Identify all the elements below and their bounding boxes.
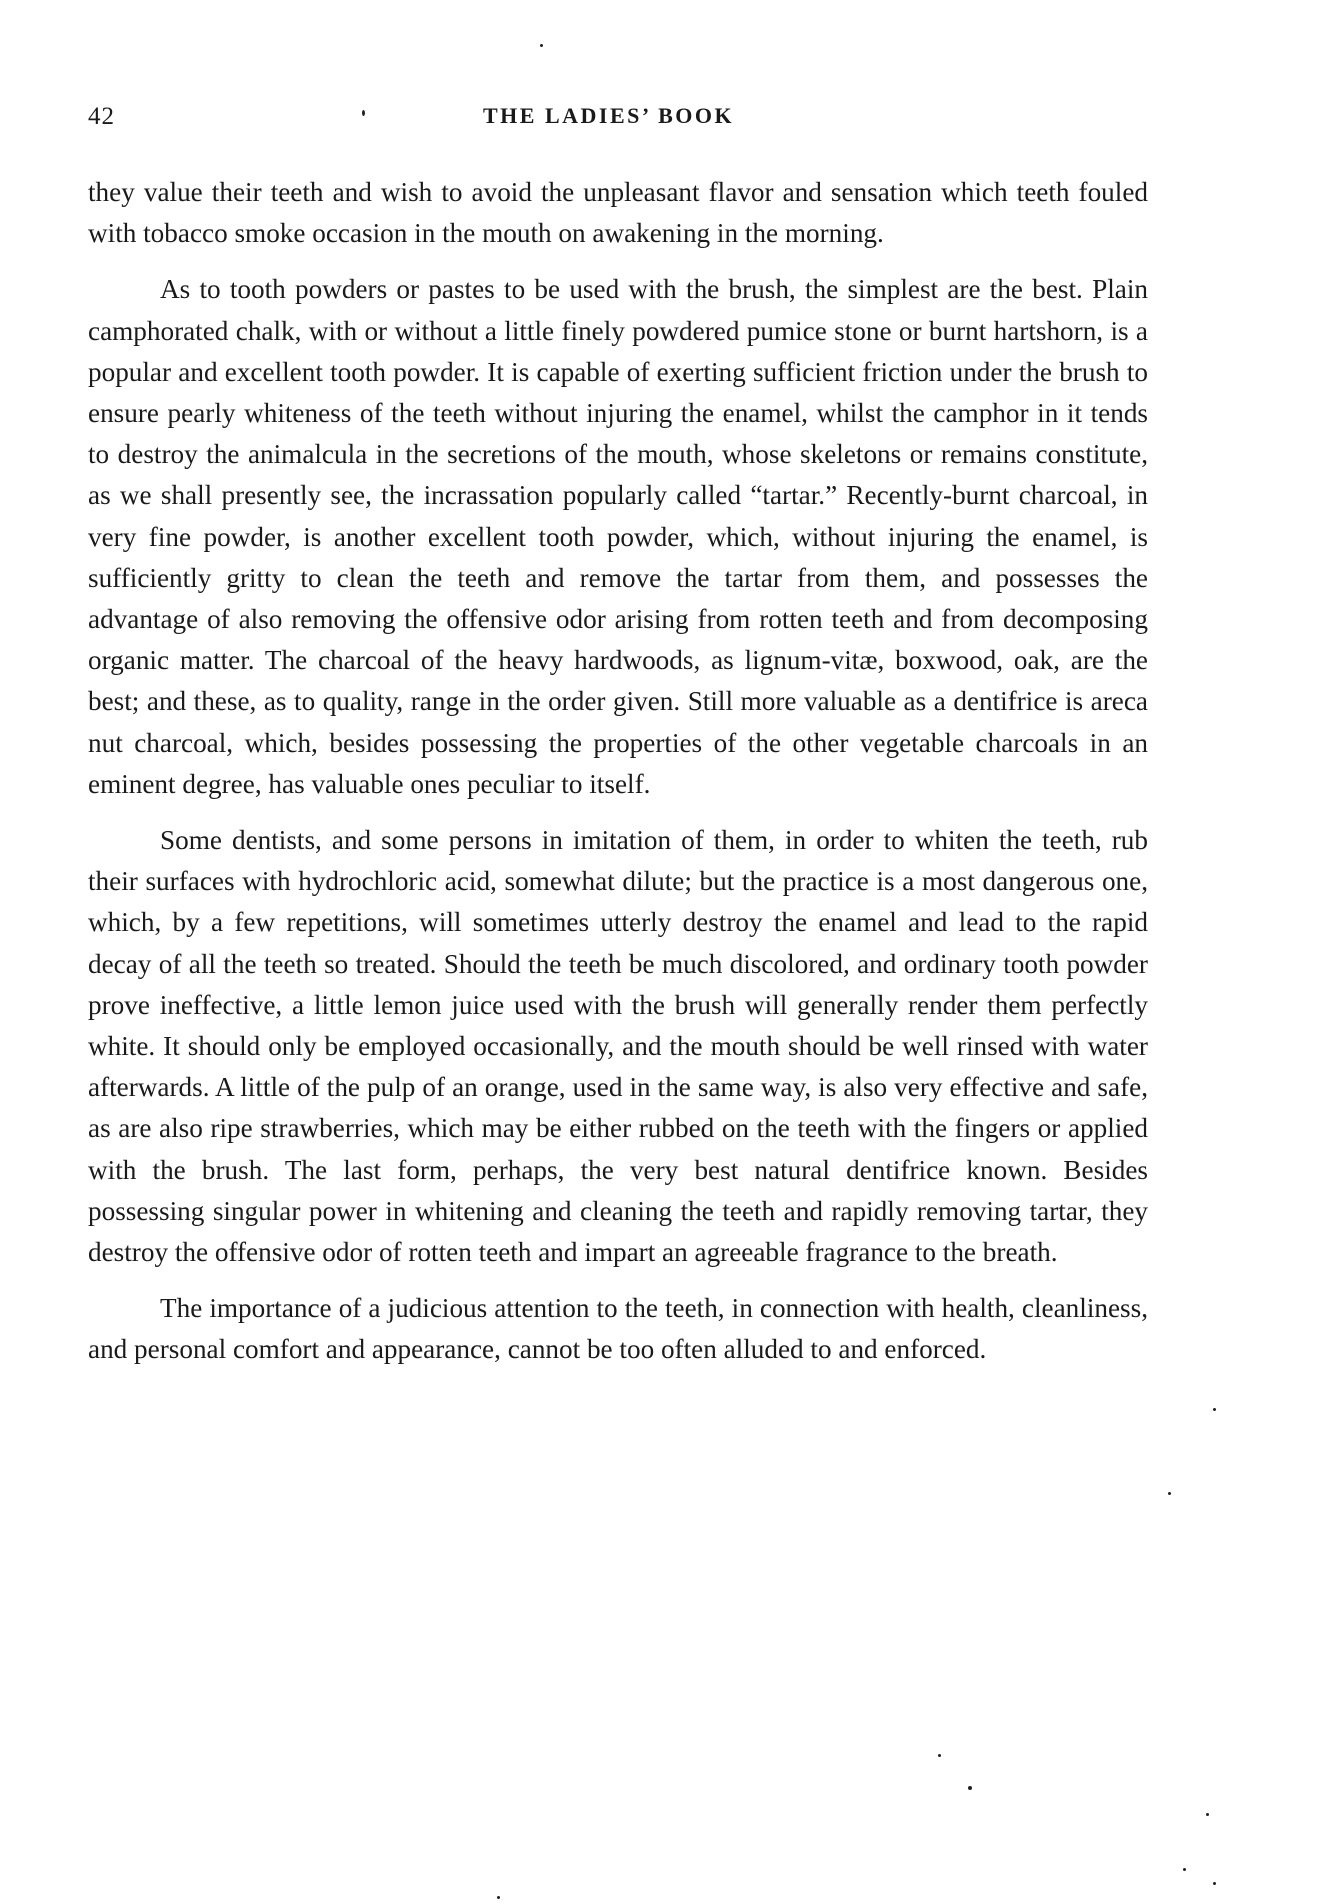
scan-speck (968, 1786, 972, 1790)
scan-speck (540, 44, 543, 47)
running-head: THE LADIES’ BOOK (483, 103, 735, 128)
scan-speck (1183, 1868, 1186, 1871)
paragraph-4: The importance of a judicious attention to the teeth, in connection with health, cleanliness, and personal comfort and appearance, cannot be too often alluded to and enforced. (88, 1293, 1148, 1365)
page-header (88, 103, 1158, 137)
scan-speck (497, 1896, 500, 1899)
paragraph-1: they value their teeth and wish to avoid the unpleasant flavor and sensation which teeth fouled with tobacco smoke occasion in the mouth on awakening in the morning. (88, 177, 1148, 249)
scan-speck (362, 110, 365, 116)
scan-speck (1168, 1492, 1171, 1495)
paragraph-2: As to tooth powders or pastes to be used with the brush, the simplest are the best. Plain camphorated chalk, with or without a little finely powdered pumice stone or burnt hartshorn, is a popular and excellent tooth powder. It is capable of exerting sufficient friction under the brush to ensure pearly whiteness of the teeth without injuring the enamel, whilst the camphor in it tends to destroy the animalcula in the secretions of the mouth, whose skeletons or remains constitute, as we shall presently see, the incrassation popularly called “tartar.” Recently-burnt charcoal, in very fine powder, is another excellent tooth powder, which, without injuring the enamel, is sufficiently gritty to clean the teeth and remove the tartar from them, and possesses the advantage of also removing the offensive odor arising from rotten teeth and from decomposing organic matter. The charcoal of the heavy hardwoods, as lignum-vitæ, boxwood, oak, are the best; and these, as to quality, range in the order given. Still more valuable as a dentifrice is areca nut charcoal, which, besides possessing the properties of the other vegetable charcoals in an eminent degree, has valuable ones peculiar to itself. (88, 274, 1148, 799)
page-number: 42 (88, 103, 115, 130)
scan-speck (1206, 1813, 1209, 1816)
paragraph-3: Some dentists, and some persons in imitation of them, in order to whiten the teeth, rub their surfaces with hydrochloric acid, somewhat dilute; but the practice is a most dangerous one, which, by a few repetitions, will sometimes utterly destroy the enamel and lead to the rapid decay of all the teeth so treated. Should the teeth be much discolored, and ordinary tooth powder prove ineffective, a little lemon juice used with the brush will generally render them perfectly white. It should only be employed occasionally, and the mouth should be well rinsed with water afterwards. A little of the pulp of an orange, used in the same way, is also very effective and safe, as are also ripe strawberries, which may be either rubbed on the teeth with the fingers or applied with the brush. The last form, perhaps, the very best natural dentifrice known. Besides possessing singular power in whitening and cleaning the teeth and rapidly removing tartar, they destroy the offensive odor of rotten teeth and impart an agreeable fragrance to the breath. (88, 825, 1148, 1268)
body-text (88, 172, 1148, 1371)
scan-speck (938, 1754, 941, 1757)
scan-speck (1213, 1408, 1216, 1411)
scan-speck (1213, 1882, 1216, 1885)
